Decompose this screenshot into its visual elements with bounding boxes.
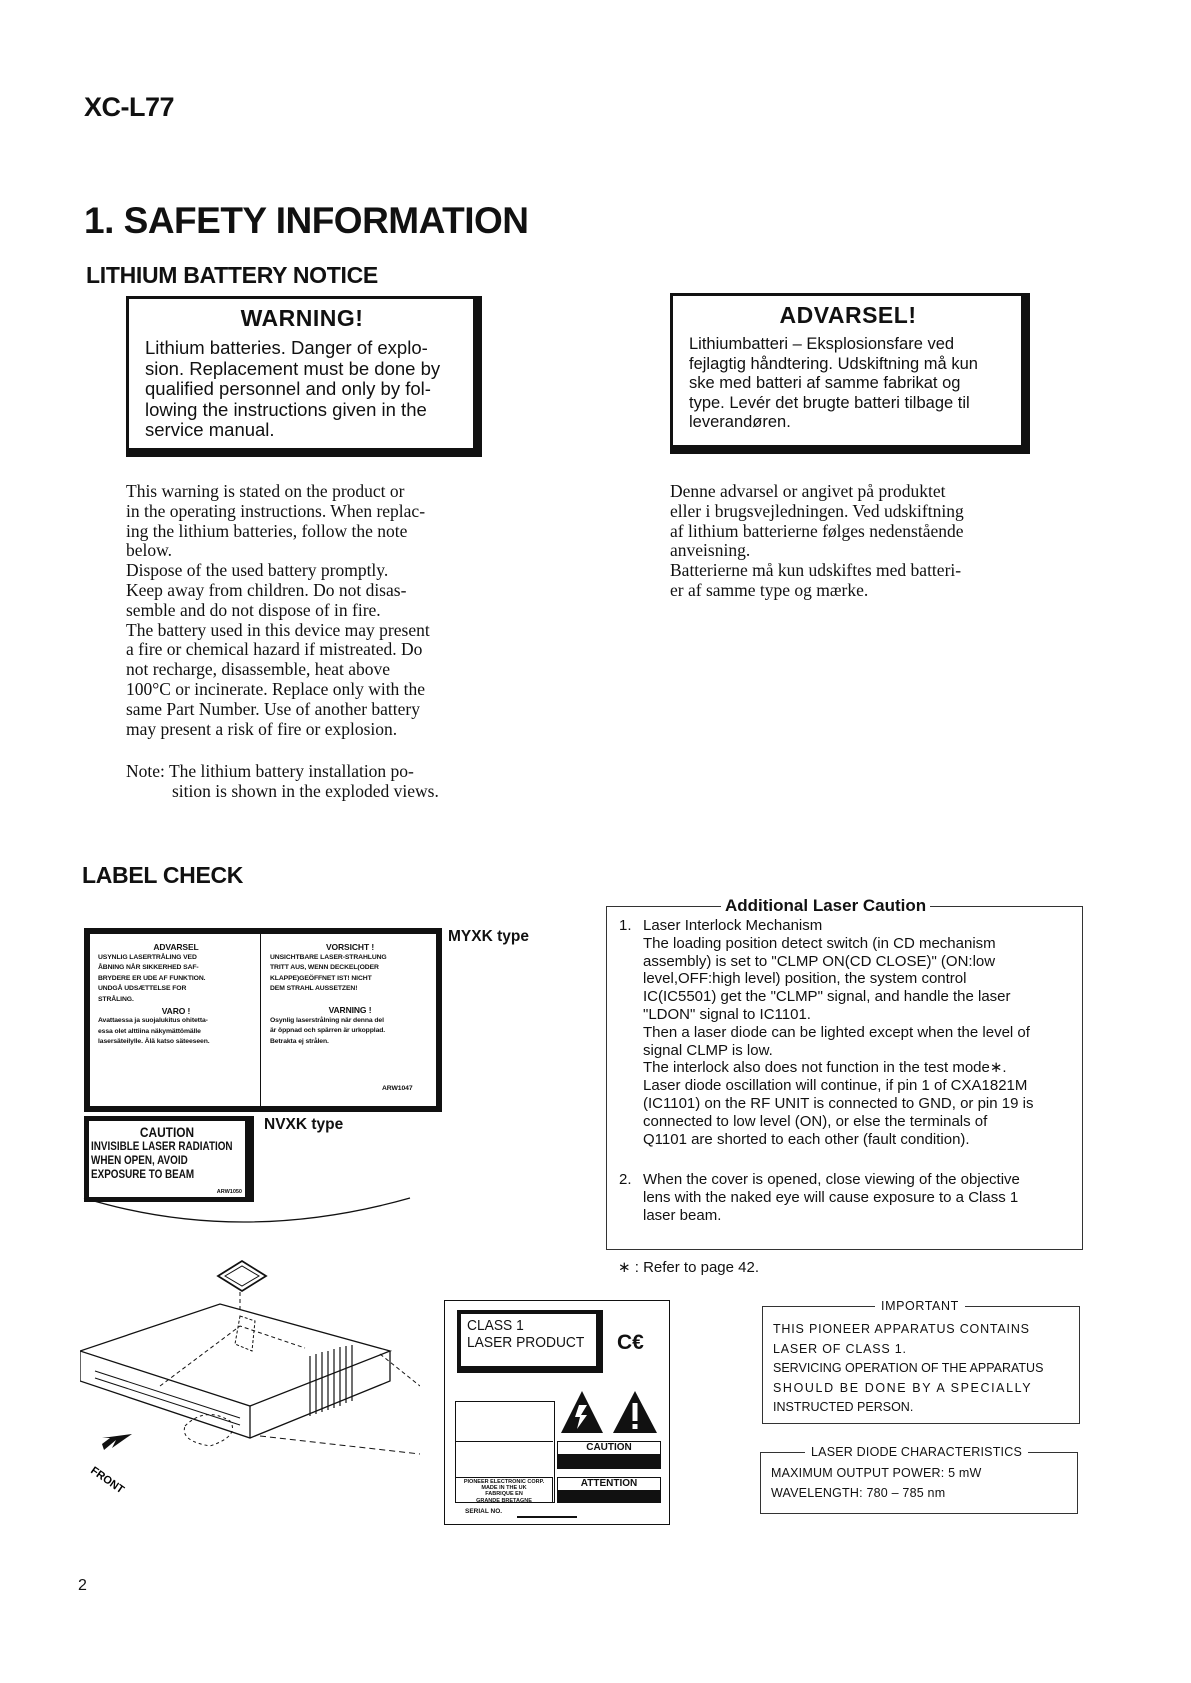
laser-line: connected to low level (ON), or else the terminals of bbox=[643, 1112, 988, 1130]
laser-line: level,OFF:high level) position, the system control bbox=[643, 970, 967, 988]
warning-box-en bbox=[126, 296, 482, 457]
text-line: may present a risk of fire or explosion. bbox=[126, 718, 398, 739]
laser-caution-box bbox=[606, 896, 1083, 1250]
label-line: ÅBNING NÅR SIKKERHED SAF- bbox=[98, 964, 199, 972]
warning-box-da bbox=[670, 293, 1030, 454]
myxk-type-label: MYXK type bbox=[448, 928, 529, 945]
text-line: in the operating instructions. When replac- bbox=[126, 500, 426, 521]
laser-line: assembly) is set to "CLMP ON(CD CLOSE)" (ON:low bbox=[643, 952, 996, 970]
maker-plate bbox=[455, 1477, 553, 1503]
laser-line: Laser diode oscillation will continue, if pin 1 of CXA1821M bbox=[643, 1077, 1028, 1095]
class-line: LASER PRODUCT bbox=[467, 1334, 585, 1351]
text-line: same Part Number. Use of another battery bbox=[126, 698, 421, 719]
maker-line: MADE IN THE UK bbox=[481, 1485, 527, 1492]
laser-line: lens with the naked eye will cause exposure to a Class 1 bbox=[643, 1188, 1019, 1206]
text-line: not recharge, disassemble, heat above bbox=[126, 659, 391, 680]
text-line: Keep away from children. Do not disas- bbox=[126, 579, 407, 600]
laser-line: laser beam. bbox=[643, 1206, 722, 1224]
label-title: VORSICHT ! bbox=[325, 942, 375, 952]
label-line: är öppnad och spärren är urkopplad. bbox=[270, 1027, 386, 1035]
laser-item-1 bbox=[643, 917, 1075, 1148]
warning-line: lowing the instructions given in the bbox=[145, 398, 427, 420]
laser-line: Laser Interlock Mechanism bbox=[643, 917, 823, 934]
warning-line: qualified personnel and only by fol- bbox=[145, 378, 431, 399]
nvxk-type-label: NVXK type bbox=[264, 1116, 344, 1133]
advarsel-line: ske med batteri af samme fabrikat og bbox=[689, 374, 961, 392]
label-line: KLAPPE)GEÖFFNET IST! NICHT bbox=[270, 974, 372, 982]
warning-line: sion. Replacement must be done by bbox=[145, 357, 441, 379]
label-line: Betrakta ej strålen. bbox=[270, 1037, 329, 1045]
label-line: WHEN OPEN, AVOID bbox=[91, 1155, 188, 1167]
important-line: SERVICING OPERATION OF THE APPARATUS bbox=[773, 1361, 1044, 1375]
maker-line: FABRIQUE EN bbox=[485, 1491, 523, 1498]
text-line: a fire or chemical hazard if mistreated. Do bbox=[126, 639, 423, 660]
lithium-battery-heading: LITHIUM BATTERY NOTICE bbox=[86, 262, 378, 288]
laser-diode-title: LASER DIODE CHARACTERISTICS bbox=[805, 1443, 1028, 1463]
label-line: UNSICHTBARE LASER-STRAHLUNG bbox=[270, 953, 387, 961]
laser-line: IC(IC5501) get the "CLMP" signal, and handle the laser bbox=[643, 988, 1011, 1006]
caution-sticker bbox=[557, 1441, 661, 1469]
text-line: eller i brugsvejledningen. Ved udskiftning bbox=[670, 500, 964, 521]
page-number: 2 bbox=[78, 1577, 87, 1594]
label-line: lasersäteilylle. Älä katso säteeseen. bbox=[98, 1038, 210, 1046]
danish-notice-text bbox=[670, 482, 1026, 601]
class1-label bbox=[457, 1310, 603, 1373]
label-title: VARO ! bbox=[161, 1005, 191, 1016]
label-title: ADVARSEL bbox=[153, 942, 199, 952]
important-line: THIS PIONEER APPARATUS CONTAINS bbox=[773, 1322, 1030, 1336]
front-label: FRONT bbox=[88, 1464, 127, 1497]
sticker-text: ATTENTION bbox=[580, 1478, 638, 1489]
laser-line: When the cover is opened, close viewing of the objective bbox=[643, 1171, 1020, 1188]
maker-line: PIONEER ELECTRONIC CORP. bbox=[463, 1479, 545, 1485]
label-line: INVISIBLE LASER RADIATION bbox=[91, 1141, 233, 1153]
advarsel-line: leverandøren. bbox=[689, 413, 791, 431]
laser-item-2-number: 2. bbox=[619, 1171, 632, 1188]
text-line: anveisning. bbox=[670, 540, 751, 561]
myxk-label-right bbox=[270, 942, 430, 1047]
laser-line: Then a laser diode can be lighted except when the level of bbox=[643, 1023, 1030, 1041]
label-line: BRYDERE ER UDE AF FUNKTION. bbox=[98, 974, 206, 982]
laser-caution-title: Additional Laser Caution bbox=[721, 896, 930, 916]
model-number: XC-L77 bbox=[84, 92, 175, 122]
maker-line: GRANDE BRETAGNE bbox=[476, 1497, 532, 1504]
warning-line: service manual. bbox=[145, 419, 275, 440]
laser-diode-line: MAXIMUM OUTPUT POWER: 5 mW bbox=[771, 1466, 982, 1480]
text-line: af lithium batterierne følges nedenstående bbox=[670, 520, 964, 541]
label-line: Osynlig laserstrålning när denna del bbox=[270, 1016, 384, 1024]
label-title: VARNING ! bbox=[328, 1004, 372, 1015]
text-line: This warning is stated on the product or bbox=[126, 481, 405, 501]
label-line: essa olet alttiina näkymättömälle bbox=[98, 1027, 201, 1035]
laser-item-1-number: 1. bbox=[619, 917, 632, 934]
serial-label: SERIAL NO. bbox=[465, 1508, 503, 1515]
label-line: Avattaessa ja suojalukitus ohitetta- bbox=[98, 1017, 208, 1025]
rear-label-panel bbox=[444, 1300, 670, 1525]
laser-diode-line: WAVELENGTH: 780 – 785 nm bbox=[771, 1485, 946, 1500]
advarsel-line: fejlagtig håndtering. Udskiftning må kun bbox=[689, 354, 978, 373]
section-title: 1. SAFETY INFORMATION bbox=[84, 200, 529, 241]
text-line: Denne advarsel or angivet på produktet bbox=[670, 481, 946, 501]
laser-line: The interlock also does not function in the test mode∗. bbox=[643, 1059, 1007, 1077]
advarsel-line: Lithiumbatteri – Eksplosionsfare ved bbox=[689, 335, 955, 353]
important-box bbox=[762, 1299, 1080, 1424]
text-line: Dispose of the used battery promptly. bbox=[126, 560, 389, 581]
laser-line: "LDON" signal to IC1101. bbox=[643, 1005, 811, 1023]
important-line: LASER OF CLASS 1. bbox=[773, 1341, 907, 1356]
label-line: TRITT AUS, WENN DECKEL(ODER bbox=[270, 964, 379, 972]
laser-line: The loading position detect switch (in CD mechanism bbox=[643, 934, 996, 952]
ce-mark: C€ bbox=[617, 1331, 644, 1354]
warning-title: WARNING! bbox=[240, 305, 364, 331]
label-line: USYNLIG LASERTRÅLING VED bbox=[98, 953, 197, 961]
text-line: 100°C or incinerate. Replace only with the bbox=[126, 678, 426, 699]
laser-line: Q1101 are shorted to each other (fault condition). bbox=[643, 1130, 970, 1148]
warning-triangles-icon bbox=[557, 1387, 661, 1437]
myxk-label bbox=[84, 928, 442, 1112]
warning-line: Lithium batteries. Danger of explo- bbox=[145, 337, 428, 358]
english-notice-text bbox=[126, 482, 476, 739]
text-line: The battery used in this device may present bbox=[126, 619, 430, 640]
laser-item-2 bbox=[643, 1171, 1075, 1224]
laser-footnote: ∗ : Refer to page 42. bbox=[618, 1259, 759, 1276]
nvxk-label bbox=[84, 1116, 254, 1202]
laser-diode-box bbox=[760, 1445, 1078, 1514]
nvxk-code: ARW1050 bbox=[216, 1189, 242, 1195]
label-line: UNDGÅ UDSÆTTELSE FOR bbox=[98, 985, 187, 993]
sticker-text: CAUTION bbox=[586, 1442, 632, 1453]
text-line: below. bbox=[126, 540, 173, 561]
battery-note bbox=[126, 761, 439, 801]
attention-sticker bbox=[557, 1477, 661, 1503]
advarsel-body bbox=[689, 335, 1007, 433]
laser-line: signal CLMP is low. bbox=[643, 1041, 773, 1059]
label-title: CAUTION bbox=[139, 1124, 195, 1140]
important-title: IMPORTANT bbox=[875, 1297, 965, 1317]
label-line: EXPOSURE TO BEAM bbox=[91, 1169, 195, 1181]
warning-body bbox=[145, 338, 459, 441]
label-line: DEM STRAHL AUSSETZEN! bbox=[270, 985, 358, 993]
text-line: er af samme type og mærke. bbox=[670, 579, 869, 600]
note-line: sition is shown in the exploded views. bbox=[172, 781, 439, 801]
laser-line: (IC1101) on the RF UNIT is connected to GND, or pin 19 is bbox=[643, 1094, 1034, 1112]
class-line: CLASS 1 bbox=[467, 1317, 524, 1334]
advarsel-title: ADVARSEL! bbox=[779, 302, 917, 328]
text-line: ing the lithium batteries, follow the note bbox=[126, 520, 408, 541]
note-line: Note: The lithium battery installation po- bbox=[126, 761, 414, 781]
important-line: SHOULD BE DONE BY A SPECIALLY bbox=[773, 1380, 1033, 1395]
label-line: STRÅLING. bbox=[98, 995, 134, 1003]
device-drawing bbox=[80, 1196, 420, 1526]
text-line: semble and do not dispose of in fire. bbox=[126, 599, 381, 620]
text-line: Batterierne må kun udskiftes med batteri- bbox=[670, 560, 962, 581]
myxk-code: ARW1047 bbox=[382, 1085, 413, 1092]
advarsel-line: type. Levér det brugte batteri tilbage til bbox=[689, 393, 970, 412]
label-check-heading: LABEL CHECK bbox=[82, 862, 244, 888]
important-line: INSTRUCTED PERSON. bbox=[773, 1400, 914, 1414]
nvxk-label-body bbox=[91, 1140, 233, 1182]
myxk-label-left bbox=[98, 942, 254, 1048]
